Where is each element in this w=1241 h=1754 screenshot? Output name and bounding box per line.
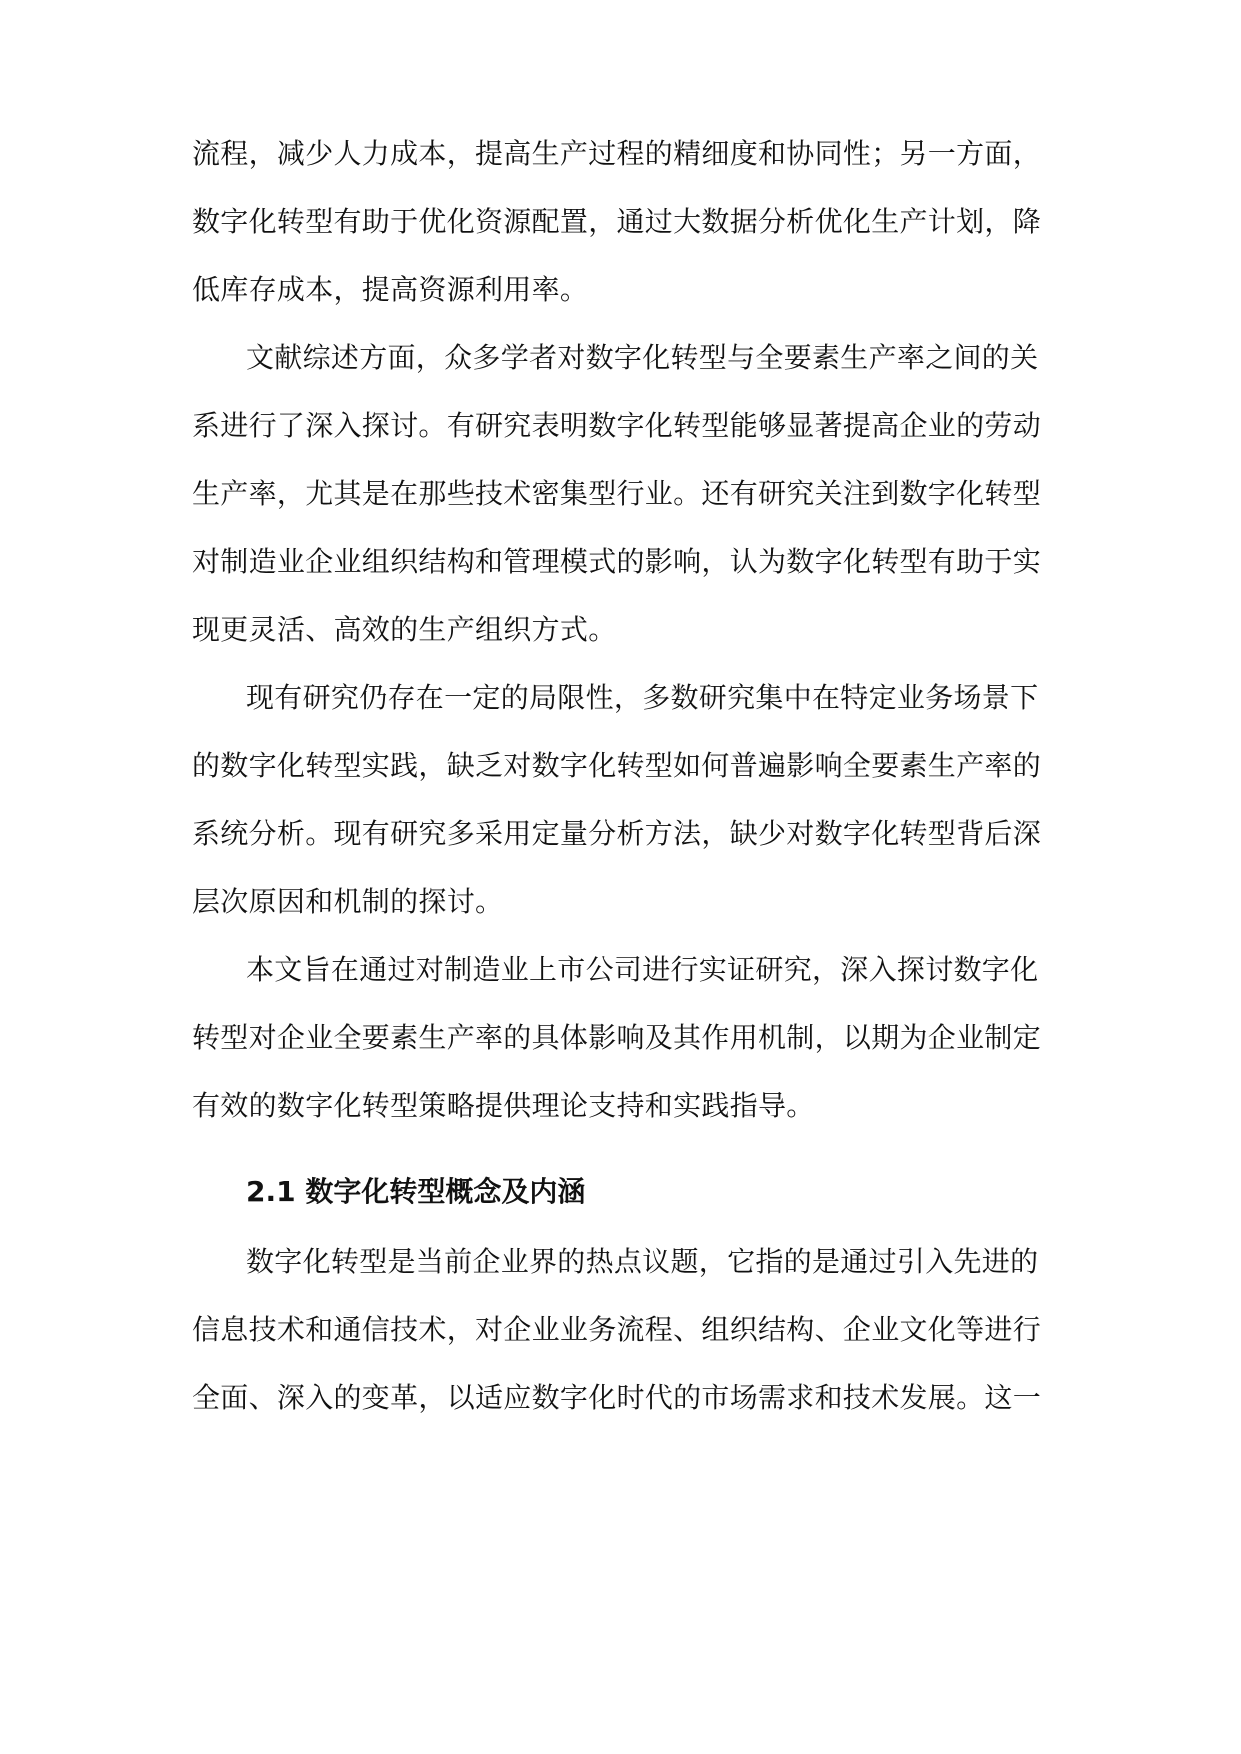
- section-paragraph-line-2: 信息技术和通信技术，对企业业务流程、组织结构、企业文化等进行: [192, 1313, 1042, 1346]
- paragraph-1-line-1: 流程，减少人力成本，提高生产过程的精细度和协同性；另一方面，: [192, 137, 1042, 170]
- section-heading: 2.1 数字化转型概念及内涵: [246, 1175, 586, 1208]
- paragraph-3-line-2: 的数字化转型实践，缺乏对数字化转型如何普遍影响全要素生产率的: [192, 749, 1042, 782]
- section-paragraph-line-1: 数字化转型是当前企业界的热点议题，它指的是通过引入先进的: [246, 1245, 1039, 1278]
- paragraph-1-line-2: 数字化转型有助于优化资源配置，通过大数据分析优化生产计划，降: [192, 205, 1042, 238]
- paragraph-2-line-4: 对制造业企业组织结构和管理模式的影响，认为数字化转型有助于实: [192, 545, 1042, 578]
- section-paragraph-line-3: 全面、深入的变革，以适应数字化时代的市场需求和技术发展。这一: [192, 1381, 1042, 1414]
- paragraph-4-line-2: 转型对企业全要素生产率的具体影响及其作用机制，以期为企业制定: [192, 1021, 1042, 1054]
- paragraph-2-line-2: 系进行了深入探讨。有研究表明数字化转型能够显著提高企业的劳动: [192, 409, 1042, 442]
- paragraph-4-line-1: 本文旨在通过对制造业上市公司进行实证研究，深入探讨数字化: [246, 953, 1039, 986]
- paragraph-2-line-5: 现更灵活、高效的生产组织方式。: [192, 613, 617, 646]
- paragraph-3-line-3: 系统分析。现有研究多采用定量分析方法，缺少对数字化转型背后深: [192, 817, 1042, 850]
- paragraph-2-line-3: 生产率，尤其是在那些技术密集型行业。还有研究关注到数字化转型: [192, 477, 1042, 510]
- paragraph-3-line-4: 层次原因和机制的探讨。: [192, 885, 504, 918]
- paragraph-4-line-3: 有效的数字化转型策略提供理论支持和实践指导。: [192, 1089, 815, 1122]
- paragraph-2-line-1: 文献综述方面，众多学者对数字化转型与全要素生产率之间的关: [246, 341, 1039, 374]
- paragraph-3-line-1: 现有研究仍存在一定的局限性，多数研究集中在特定业务场景下: [246, 681, 1039, 714]
- paragraph-1-line-3: 低库存成本，提高资源利用率。: [192, 273, 589, 306]
